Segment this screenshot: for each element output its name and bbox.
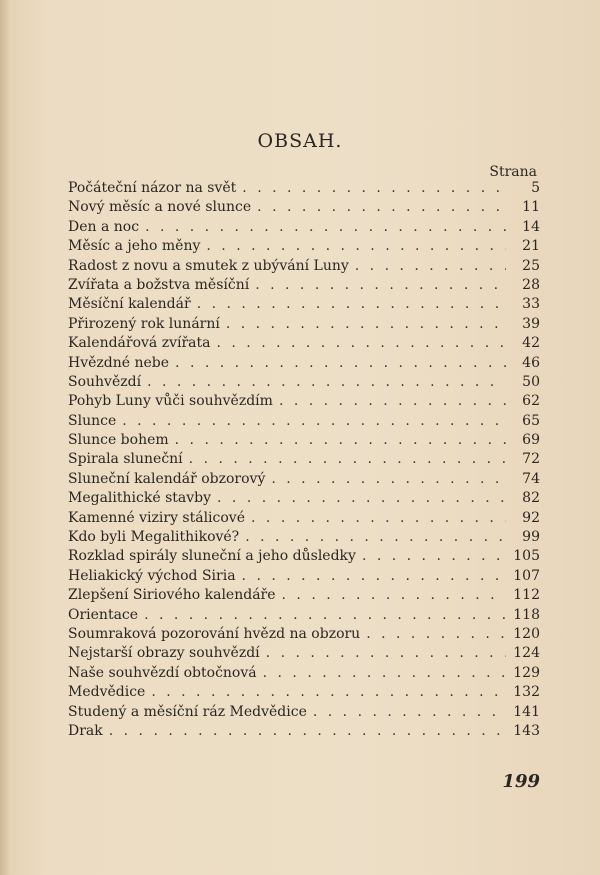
toc-entry-title: Měsíc a jeho měny bbox=[68, 238, 201, 255]
leader-dots bbox=[366, 625, 506, 644]
page-number: 199 bbox=[502, 771, 540, 792]
toc-entry-title: Nový měsíc a nové slunce bbox=[68, 199, 252, 216]
toc-entry bbox=[68, 606, 540, 625]
toc-entry bbox=[68, 528, 540, 547]
leader-dots bbox=[257, 198, 506, 217]
toc-entry-title: Drak bbox=[68, 722, 103, 739]
toc-entry-page: 74 bbox=[522, 470, 540, 487]
toc-entry-page: 42 bbox=[522, 335, 540, 352]
toc-entry bbox=[68, 450, 540, 469]
toc-entry-page: 65 bbox=[522, 412, 540, 429]
toc-entry-page: 39 bbox=[522, 315, 540, 332]
toc-entry-title: Heliakický východ Siria bbox=[68, 567, 236, 584]
toc-entry-title: Zlepšení Siriového kalendáře bbox=[68, 587, 276, 604]
toc-entry-title: Souhvězdí bbox=[68, 373, 142, 390]
toc-entry-title: Zvířata a božstva měsíční bbox=[68, 276, 250, 293]
toc-entry bbox=[68, 315, 540, 334]
toc-entry bbox=[68, 586, 540, 605]
leader-dots bbox=[242, 567, 506, 586]
toc-entry-page: 50 bbox=[522, 373, 540, 390]
leader-dots bbox=[313, 703, 506, 722]
toc-entry bbox=[68, 257, 540, 276]
toc-entry bbox=[68, 489, 540, 508]
toc-entry bbox=[68, 295, 540, 314]
toc-entry-page: 21 bbox=[522, 238, 540, 255]
toc-entry-page: 25 bbox=[522, 257, 540, 274]
toc-entry-title: Rozklad spirály sluneční a jeho důsledky bbox=[68, 548, 356, 565]
toc-entry bbox=[68, 509, 540, 528]
toc-entry-page: 14 bbox=[522, 218, 540, 235]
toc-entry-title: Spirala sluneční bbox=[68, 451, 183, 468]
toc-entry bbox=[68, 683, 540, 702]
toc-entry-title: Slunce bbox=[68, 412, 117, 429]
toc-entry-page: 28 bbox=[522, 276, 540, 293]
leader-dots bbox=[206, 237, 506, 256]
leader-dots bbox=[189, 450, 506, 469]
leader-dots bbox=[145, 218, 506, 237]
leader-dots bbox=[251, 509, 506, 528]
leader-dots bbox=[197, 295, 506, 314]
toc-entry bbox=[68, 392, 540, 411]
toc-entry-title: Přirozený rok lunární bbox=[68, 315, 220, 332]
toc-entry-page: 129 bbox=[513, 664, 540, 681]
table-of-contents bbox=[68, 179, 540, 741]
toc-entry-title: Sluneční kalendář obzorový bbox=[68, 470, 266, 487]
toc-entry bbox=[68, 547, 540, 566]
leader-dots bbox=[217, 489, 506, 508]
toc-entry-title: Radost z novu a smutek z ubývání Luny bbox=[68, 257, 349, 274]
leader-dots bbox=[279, 392, 506, 411]
toc-entry-title: Medvědice bbox=[68, 684, 146, 701]
toc-entry-page: 99 bbox=[522, 529, 540, 546]
toc-entry-page: 82 bbox=[522, 490, 540, 507]
toc-entry-page: 107 bbox=[513, 567, 540, 584]
toc-entry-title: Kamenné viziry stálicové bbox=[68, 509, 246, 526]
toc-entry bbox=[68, 567, 540, 586]
toc-entry bbox=[68, 373, 540, 392]
toc-entry-page: 143 bbox=[513, 722, 540, 739]
toc-entry-title: Měsíční kalendář bbox=[68, 296, 191, 313]
leader-dots bbox=[266, 644, 506, 663]
leader-dots bbox=[271, 470, 506, 489]
toc-entry-title: Počáteční názor na svět bbox=[68, 180, 237, 196]
leader-dots bbox=[147, 373, 506, 392]
toc-entry-title: Soumraková pozorování hvězd na obzoru bbox=[68, 625, 361, 642]
toc-entry-title: Den a noc bbox=[68, 218, 140, 235]
toc-entry-page: 69 bbox=[522, 432, 540, 449]
toc-entry-page: 46 bbox=[522, 354, 540, 371]
leader-dots bbox=[263, 664, 506, 683]
toc-entry-page: 120 bbox=[513, 625, 540, 642]
toc-entry-page: 124 bbox=[513, 645, 540, 662]
toc-entry-title: Megalithické stavby bbox=[68, 490, 212, 507]
leader-dots bbox=[217, 334, 507, 353]
leader-dots bbox=[282, 586, 506, 605]
leader-dots bbox=[242, 179, 506, 198]
toc-entry-page: 132 bbox=[513, 684, 540, 701]
leader-dots bbox=[255, 276, 506, 295]
toc-entry-title: Studený a měsíční ráz Medvědice bbox=[68, 703, 307, 720]
toc-entry bbox=[68, 470, 540, 489]
toc-entry-page: 112 bbox=[513, 587, 540, 604]
toc-entry-page: 141 bbox=[513, 703, 540, 720]
toc-entry-page: 11 bbox=[522, 199, 540, 216]
leader-dots bbox=[175, 354, 506, 373]
page-title: OBSAH. bbox=[257, 130, 343, 152]
toc-entry bbox=[68, 625, 540, 644]
toc-entry-title: Orientace bbox=[68, 606, 139, 623]
toc-entry bbox=[68, 644, 540, 663]
leader-dots bbox=[226, 315, 506, 334]
leader-dots bbox=[151, 683, 506, 702]
toc-entry-page: 105 bbox=[513, 548, 540, 565]
leader-dots bbox=[175, 431, 506, 450]
toc-entry-title: Slunce bohem bbox=[68, 432, 169, 449]
toc-entry-title: Kalendářová zvířata bbox=[68, 335, 211, 352]
leader-dots bbox=[122, 412, 506, 431]
toc-entry bbox=[68, 276, 540, 295]
toc-entry bbox=[68, 431, 540, 450]
toc-entry bbox=[68, 198, 540, 217]
toc-entry-page: 62 bbox=[522, 393, 540, 410]
toc-entry-title: Naše souhvězdí obtočnová bbox=[68, 664, 257, 681]
toc-entry-page: 72 bbox=[522, 451, 540, 468]
toc-entry-title: Kdo byli Megalithikové? bbox=[68, 529, 240, 546]
toc-entry-title: Nejstarší obrazy souhvězdí bbox=[68, 645, 260, 662]
leader-dots bbox=[355, 257, 506, 276]
toc-entry bbox=[68, 334, 540, 353]
toc-entry-page: 5 bbox=[531, 180, 540, 196]
toc-entry bbox=[68, 354, 540, 373]
page-column-label: Strana bbox=[489, 164, 537, 180]
toc-entry-page: 33 bbox=[522, 296, 540, 313]
toc-entry bbox=[68, 218, 540, 237]
leader-dots bbox=[109, 722, 506, 741]
toc-entry-title: Hvězdné nebe bbox=[68, 354, 170, 371]
toc-entry bbox=[68, 703, 540, 722]
toc-entry-page: 92 bbox=[522, 509, 540, 526]
toc-entry bbox=[68, 179, 540, 198]
toc-entry bbox=[68, 664, 540, 683]
toc-entry bbox=[68, 237, 540, 256]
toc-entry bbox=[68, 412, 540, 431]
leader-dots bbox=[144, 606, 506, 625]
leader-dots bbox=[245, 528, 506, 547]
leader-dots bbox=[362, 547, 506, 566]
toc-entry-title: Pohyb Luny vůči souhvězdím bbox=[68, 393, 273, 410]
toc-entry-page: 118 bbox=[513, 606, 540, 623]
toc-entry bbox=[68, 722, 540, 741]
